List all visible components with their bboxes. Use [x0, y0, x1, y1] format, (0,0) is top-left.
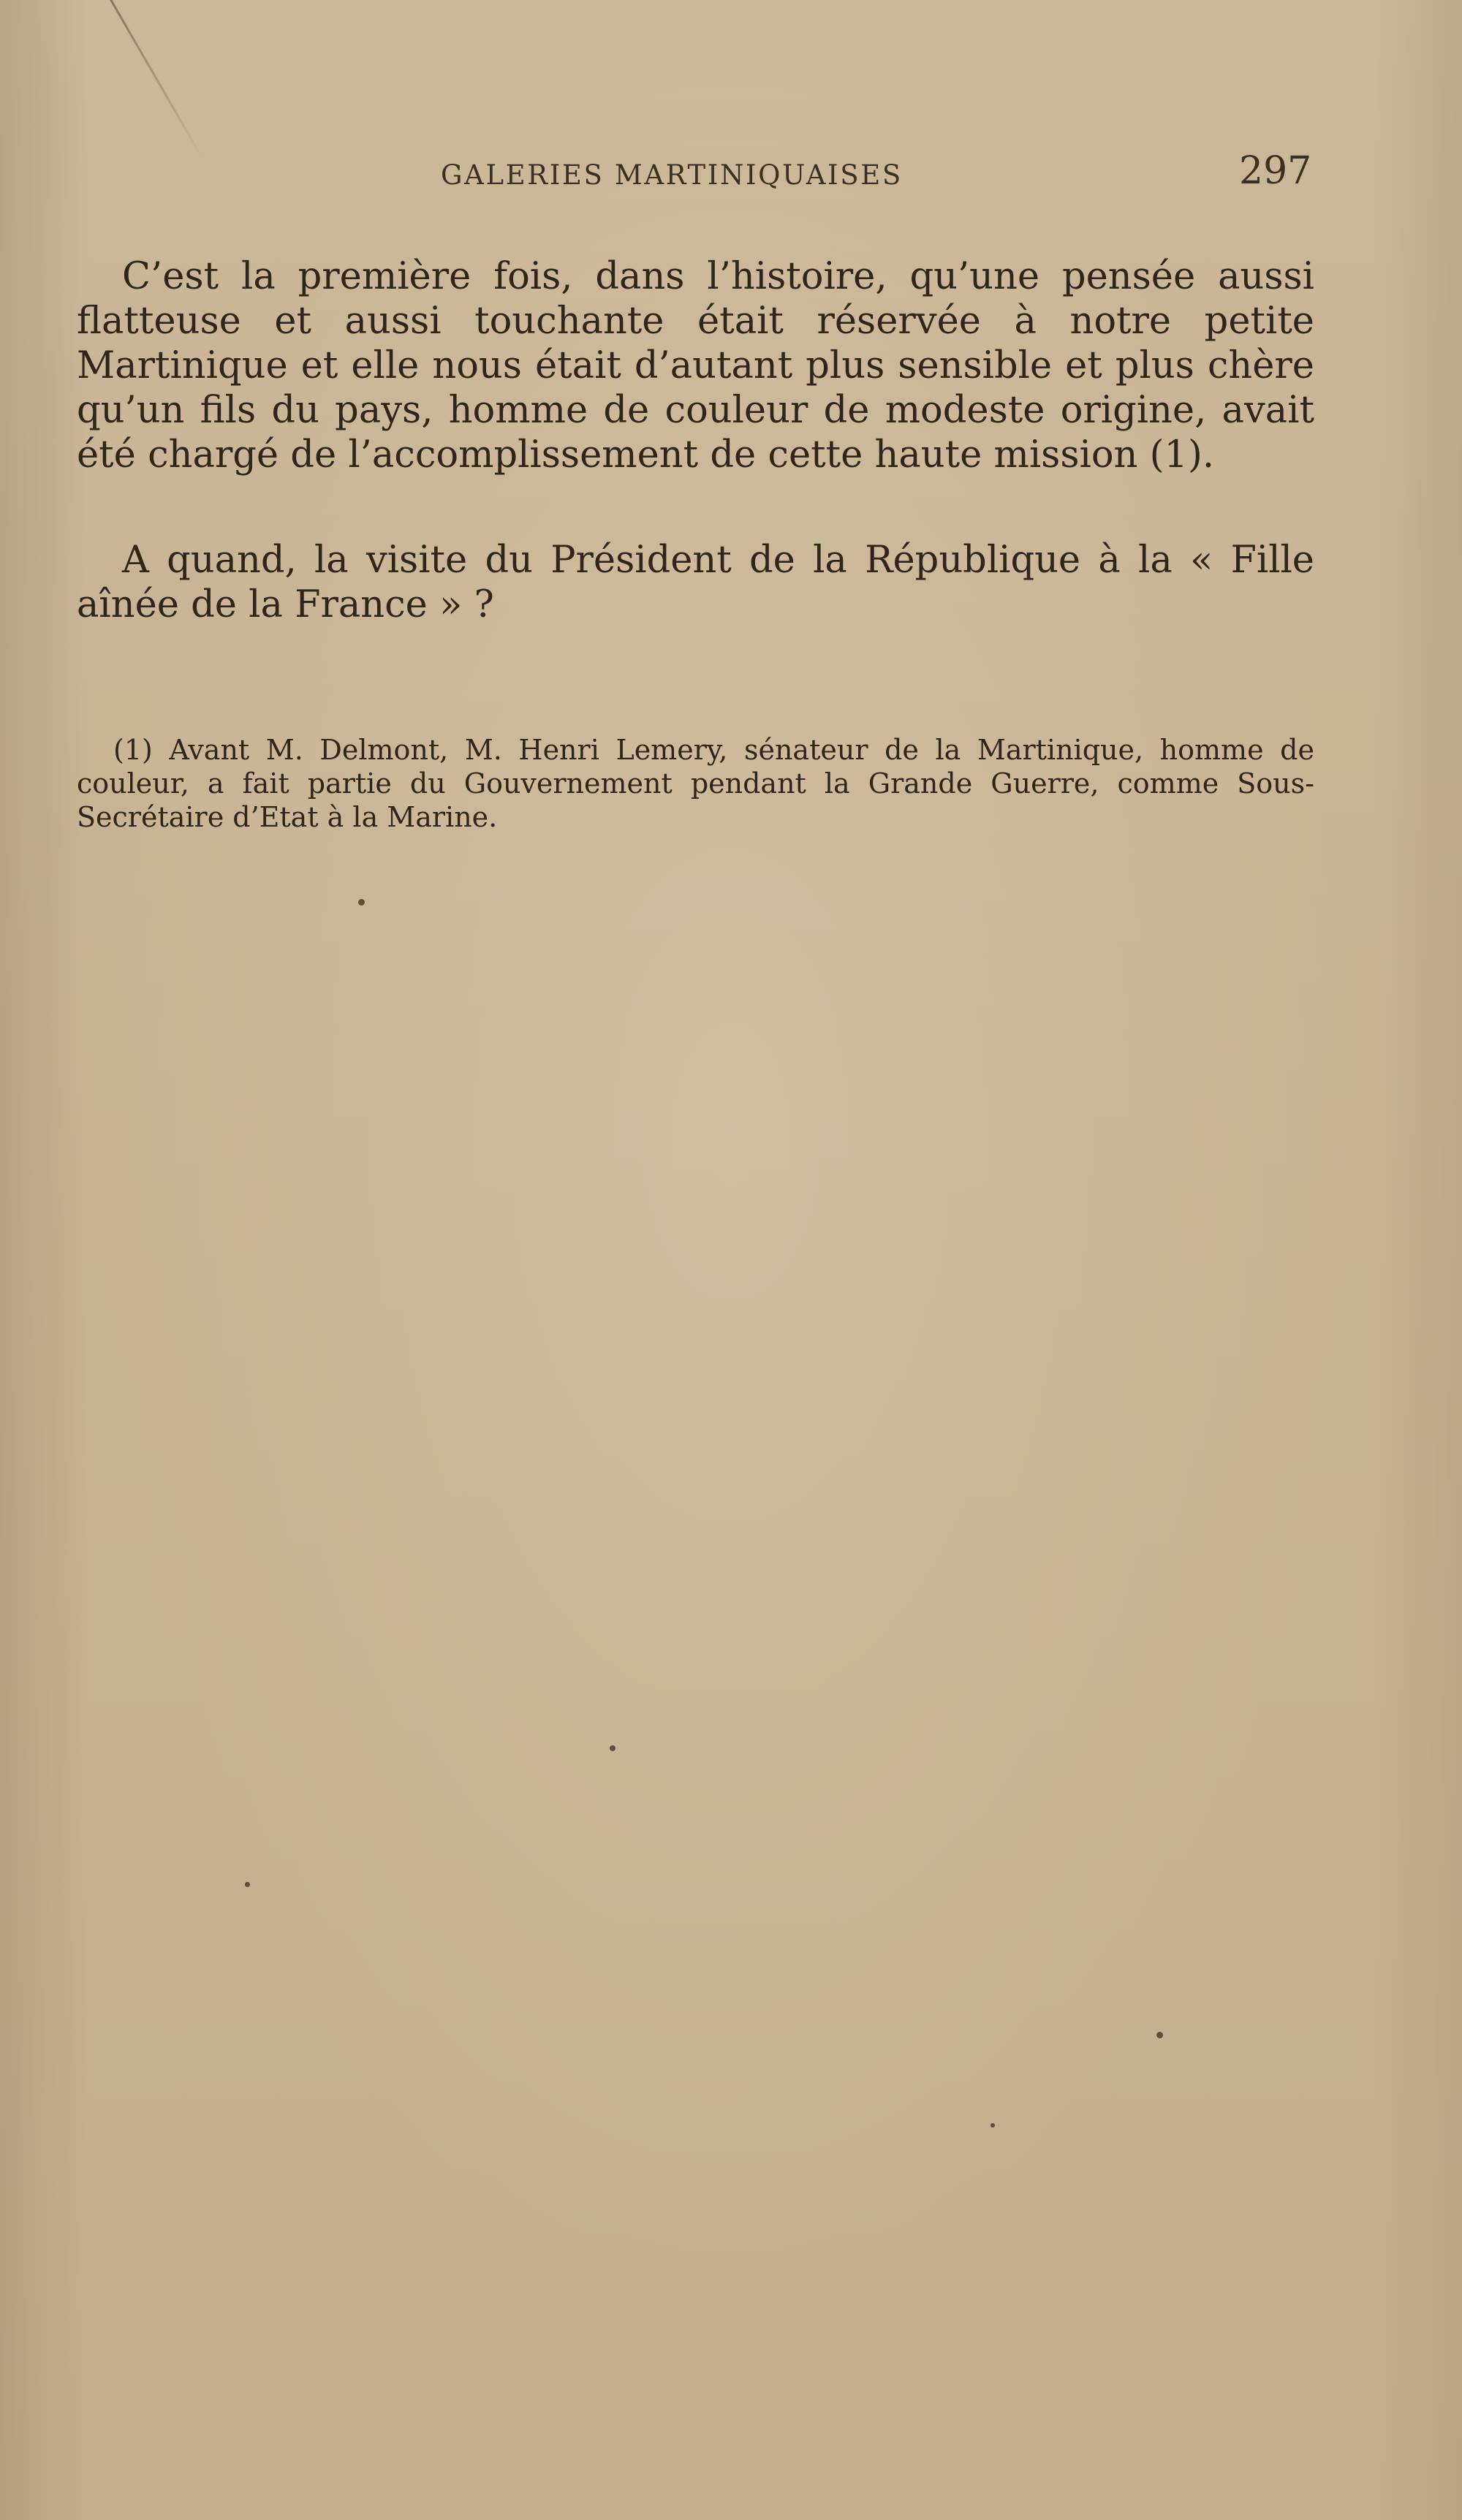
paper-speck [358, 899, 365, 906]
paper-speck [610, 1745, 616, 1751]
paragraph-1: C’est la première fois, dans l’histoire, qu’une pensée aussi flatteuse et aussi touchante était réservée à notre petite Martinique et elle nous était d’autant plus sensible et plus chère qu’un fils du pays, homme de couleur de modeste origine, avait été chargé de l’accomplissement de cette haute mission (1). [77, 255, 1314, 477]
footnote: (1) Avant M. Delmont, M. Henri Lemery, sénateur de la Martinique, homme de couleur, a fait partie du Gouvernement pendant la Grande Guerre, comme Sous-Secrétaire d’Etat à la Marine. [77, 734, 1314, 833]
paper-speck [245, 1882, 250, 1887]
paragraph-2: A quand, la visite du Président de la République à la « Fille aînée de la France » ? [77, 539, 1314, 626]
paper-speck [991, 2123, 995, 2128]
paper-speck [1156, 2032, 1163, 2038]
paper-crease [110, 0, 203, 159]
page-number: 297 [1239, 149, 1312, 193]
running-head: GALERIES MARTINIQUAISES [441, 159, 903, 191]
